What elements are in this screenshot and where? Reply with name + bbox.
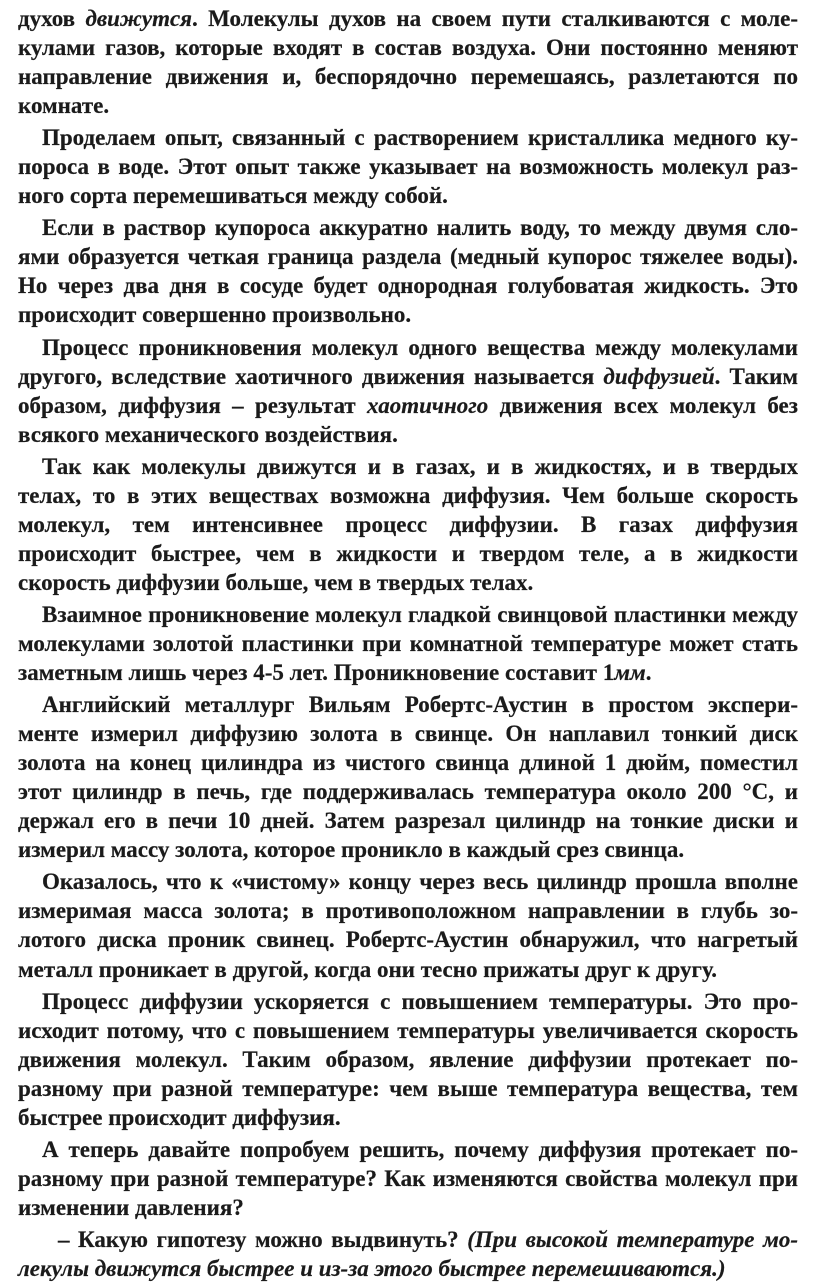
text-segment: Если в раствор купороса аккуратно налить воду, то между двумя слоями образуется четкая граница раздела (медный купорос тяжелее воды). Но через два дня в сосуде будет однородная голубоватая жидкость. Это происходит совершенно произвольно. <box>18 215 798 328</box>
textbook-page <box>18 4 799 1281</box>
paragraph-diffusion-definition <box>18 333 798 449</box>
paragraph <box>18 123 798 210</box>
text-segment: . Молекулы духов на своем пути сталкиваются с молекулами газов, которые входят в состав воздуха. Они постоянно меняют направление движения и, беспорядочно перемешаясь, разлетаются по комнате. <box>18 6 799 119</box>
text-segment: . Таким образом, диффузия – результат <box>18 363 798 418</box>
paragraph-question <box>18 1135 798 1222</box>
text-segment: . <box>645 660 652 686</box>
paragraph <box>18 600 798 687</box>
paragraph <box>18 867 798 983</box>
text-segment: Процесс проникновения молекул одного вещества между молекулами другого, вследствие хаотичного движения называется <box>18 334 798 389</box>
italic-term: диффузией <box>603 363 715 389</box>
text-segment: А теперь давайте попробуем решить, почему диффузия протекает поразному при разной температуре? Как изменяются свойства молекул при изменении давления? <box>18 1136 798 1220</box>
paragraph <box>18 690 798 864</box>
text-segment: – Какую гипотезу можно выдвинуть? <box>58 1226 468 1252</box>
text-segment: Проделаем опыт, связанный с растворением кристаллика медного купороса в воде. Этот опыт также указывает на возможность молекул разного сорта перемешиваться между собой. <box>18 125 798 209</box>
italic-term: хаотичного <box>367 392 489 418</box>
paragraph <box>18 213 798 329</box>
text-segment: движения всех молекул без всякого механического воздействия. <box>18 392 798 447</box>
italic-unit: мм <box>614 660 646 686</box>
italic-answer: (При высокой температуре молекулы движутся быстрее и из-за этого быстрее перемешиваются.) <box>18 1226 799 1281</box>
text-segment: Так как молекулы движутся и в газах, и в жидкостях, и в твердых телах, то в этих веществах возможна диффузия. Чем больше скорость молекул, тем интенсивнее процесс диффузии. В газах диффузия происходит быстрее, чем в жидкости и твердом теле, а в жидкости скорость диффузии больше, чем в твердых телах. <box>18 453 798 595</box>
text-segment: Английский металлург Вильям Робертс-Аустин в простом эксперименте измерил диффузию золота в свинце. Он наплавил тонкий диск золота на конец цилиндра из чистого свинца длиной 1 дюйм, поместил этот цилиндр в печь, где поддерживалась температура около 200 °С, и держал его в печи 10 дней. Затем разрезал цилиндр на тонкие диски и измерил массу золота, которое проникло в каждый срез свинца. <box>18 692 798 863</box>
text-segment: Оказалось, что к «чистому» концу через весь цилиндр прошла вполне измеримая масса золота; в противоположном направлении в глубь золотого диска проник свинец. Робертс-Аустин обнаружил, что нагретый металл проникает в другой, когда они тесно прижаты друг к другу. <box>18 869 798 982</box>
paragraph <box>18 4 798 120</box>
paragraph <box>18 987 798 1132</box>
text-segment: Взаимное проникновение молекул гладкой свинцовой пластинки между молекулами золотой пластинки при комнатной температуре может стать заметным лишь через 4-5 лет. Проникновение составит 1 <box>18 601 798 686</box>
text-segment: духов <box>18 6 86 31</box>
text-segment: Процесс диффузии ускоряется с повышением температуры. Это происходит потому, что с повышением температуры увеличивается скорость движения молекул. Таким образом, явление диффузии протекает по-разному при разной температуре: чем выше температура вещества, тем быстрее происходит диффузия. <box>18 988 798 1130</box>
paragraph <box>18 452 798 597</box>
paragraph-dialog <box>18 1225 798 1283</box>
italic-term: движутся <box>85 6 193 31</box>
